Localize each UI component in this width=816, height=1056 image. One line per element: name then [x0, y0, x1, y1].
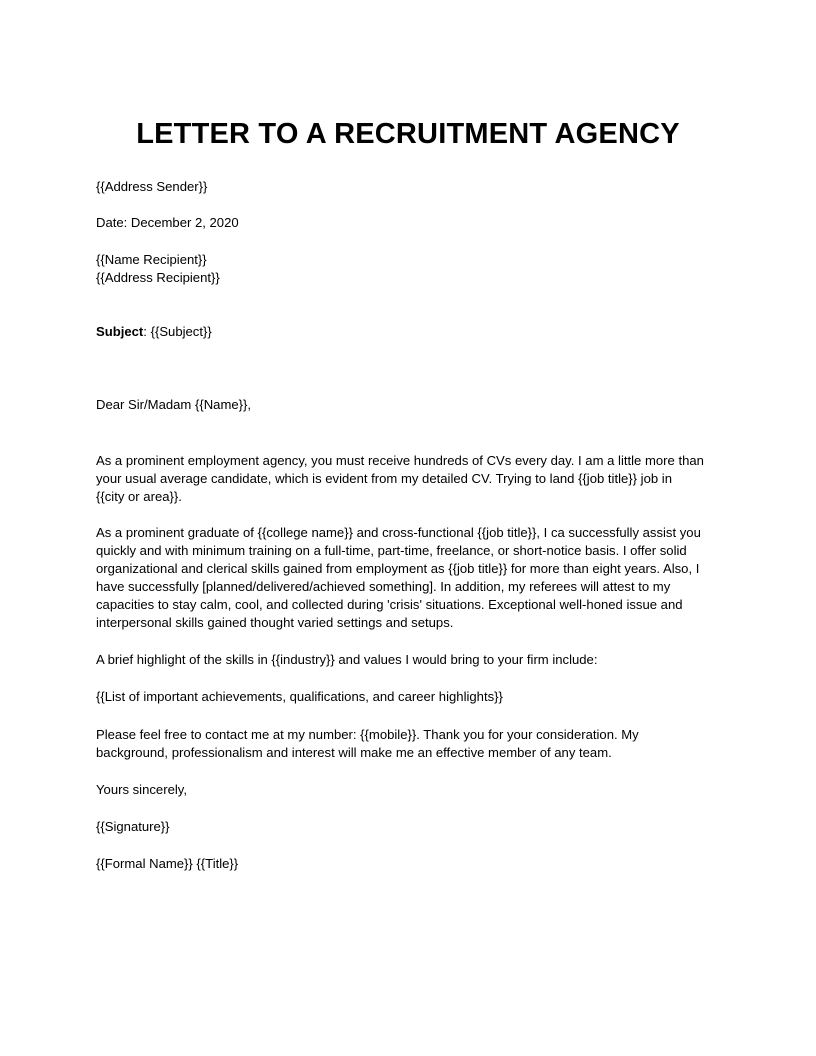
paragraph-2	[96, 524, 720, 632]
closing-line: Yours sincerely,	[96, 782, 187, 797]
letter-date	[96, 214, 720, 232]
paragraph-line: {{city or area}}.	[96, 489, 182, 504]
formal-name	[96, 855, 720, 873]
paragraph-line: {{List of important achievements, qualifications, and career highlights}}	[96, 689, 503, 704]
paragraph-line: your usual average candidate, which is evident from my detailed CV. Trying to land {{job title}} job in	[96, 471, 672, 486]
paragraph-line: quickly and with minimum training on a full-time, part-time, freelance, or short-notice basis. I offer solid	[96, 543, 687, 558]
paragraph-line: background, professionalism and interest will make me an effective member of any team.	[96, 745, 612, 760]
subject-row	[96, 323, 720, 341]
paragraph-line: capacities to stay calm, cool, and collected during 'crisis' situations. Exceptional well-honed issue and	[96, 597, 683, 612]
paragraph-line: As a prominent graduate of {{college name}} and cross-functional {{job title}}, I ca successfully assist you	[96, 525, 701, 540]
document-title: LETTER TO A RECRUITMENT AGENCY	[136, 118, 680, 150]
recipient-name: {{Name Recipient}}	[96, 252, 207, 267]
paragraph-line: have successfully [planned/delivered/achieved something]. In addition, my referees will attest to my	[96, 579, 671, 594]
paragraph-3	[96, 651, 720, 669]
recipient-block	[96, 251, 720, 287]
paragraph-4	[96, 688, 720, 706]
paragraph-line: A brief highlight of the skills in {{industry}} and values I would bring to your firm include:	[96, 652, 598, 667]
paragraph-line: organizational and clerical skills gained from employment as {{job title}} for more than eight years. Also, I	[96, 561, 700, 576]
sender-address	[96, 178, 720, 196]
closing	[96, 781, 720, 799]
recipient-address: {{Address Recipient}}	[96, 270, 220, 285]
paragraph-line: Please feel free to contact me at my number: {{mobile}}. Thank you for your consideration. My	[96, 727, 639, 742]
sender-address-line: {{Address Sender}}	[96, 179, 208, 194]
signature-line: {{Signature}}	[96, 819, 170, 834]
paragraph-1	[96, 452, 720, 506]
date-line: Date: December 2, 2020	[96, 215, 239, 230]
subject-value: : {{Subject}}	[143, 324, 212, 339]
subject-line	[96, 323, 720, 341]
paragraph-5	[96, 726, 720, 762]
salutation	[96, 396, 720, 414]
paragraph-line: interpersonal skills gained thought varied settings and setups.	[96, 615, 454, 630]
salutation-line: Dear Sir/Madam {{Name}},	[96, 397, 252, 412]
subject-label: Subject	[96, 324, 144, 339]
formal-name-line: {{Formal Name}} {{Title}}	[96, 856, 239, 871]
paragraph-line: As a prominent employment agency, you must receive hundreds of CVs every day. I am a little more than	[96, 453, 704, 468]
signature	[96, 818, 720, 836]
